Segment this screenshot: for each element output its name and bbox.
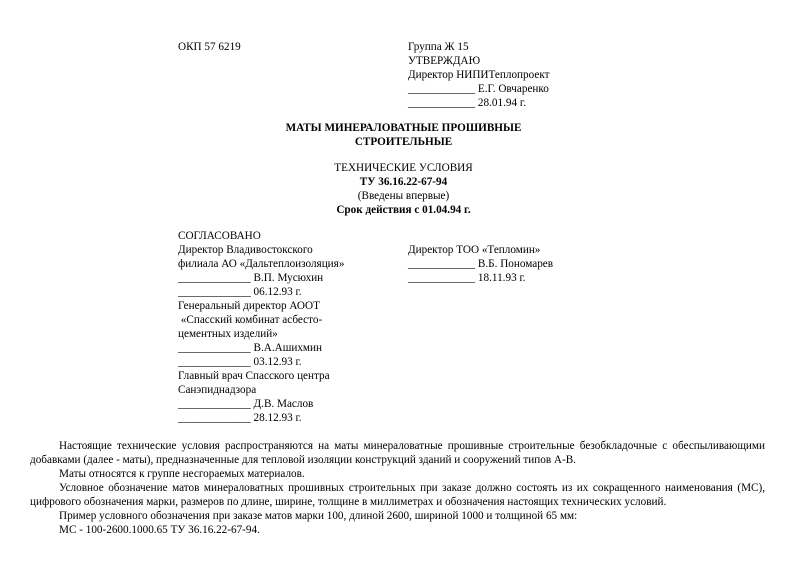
paragraph-fire-class: Маты относятся к группе несгораемых материалов. (59, 468, 305, 480)
agreed-line: _____________ 06.12.93 г. (178, 286, 302, 298)
agreed-right-column (408, 243, 553, 285)
agreed-line: «Спасский комбинат асбесто- (178, 314, 323, 326)
paragraph-example: Пример условного обозначения при заказе матов марки 100, длиной 2600, шириной 1000 и толщиной 65 мм: (59, 510, 578, 522)
agreed-line: Генеральный директор АООТ (178, 300, 320, 312)
okp-code: ОКП 57 6219 (178, 41, 241, 53)
agreed-line: _____________ 28.12.93 г. (178, 412, 302, 424)
agreed-line: Директор ТОО «Тепломин» (408, 244, 541, 256)
agreed-line: _____________ Д.В. Маслов (178, 398, 314, 410)
document-title-line1: МАТЫ МИНЕРАЛОВАТНЫЕ ПРОШИВНЫЕ (285, 122, 522, 134)
spec-type: ТЕХНИЧЕСКИЕ УСЛОВИЯ (334, 162, 473, 174)
agreed-line: _____________ В.П. Мусюхин (178, 272, 324, 284)
agreed-line: Директор Владивостокского (178, 244, 313, 256)
agreed-line: ____________ В.Б. Пономарев (408, 258, 554, 270)
agreed-heading: СОГЛАСОВАНО (178, 230, 261, 242)
approve-label: УТВЕРЖДАЮ (408, 55, 481, 67)
paragraph-example-code: МС - 100-2600.1000.65 ТУ 36.16.22-67-94. (59, 524, 260, 536)
agreed-line: цементных изделий» (178, 328, 278, 340)
agreed-line: ____________ 18.11.93 г. (408, 272, 526, 284)
director-title: Директор НИПИТеплопроект (408, 69, 550, 81)
agreed-line: филиала АО «Дальтеплоизоляция» (178, 258, 345, 270)
approval-block (408, 40, 550, 110)
document-title-line2: СТРОИТЕЛЬНЫЕ (354, 136, 453, 148)
agreed-line: Главный врач Спасского центра (178, 370, 330, 382)
group-code: Группа Ж 15 (408, 41, 469, 53)
spec-code: ТУ 36.16.22-67-94 (359, 176, 448, 188)
agreed-line: _____________ В.А.Ашихмин (178, 342, 322, 354)
spec-note: (Введены впервые) (357, 190, 450, 202)
agreed-line: _____________ 03.12.93 г. (178, 356, 302, 368)
agreed-left-column (178, 243, 344, 425)
paragraph-scope: Настоящие технические условия распространяются на маты минераловатные прошивные строительные безобкладочные с обеспыливающими добавками (далее - маты), предназначенные для тепловой изоляции конструкций зданий и сооружений типов А-В. (30, 440, 765, 466)
agreed-line: Санэпиднадзора (178, 384, 257, 396)
approval-date: ____________ 28.01.94 г. (408, 97, 526, 109)
paragraph-designation: Условное обозначение матов минераловатных прошивных строительных при заказе должно состоять из их сокращенного наименования (МС), цифрового обозначения марки, размеров по длине, ширине, толщине в миллиметрах и обозначения настоящих технических условий. (30, 482, 765, 508)
approver-signature: ____________ Е.Г. Овчаренко (408, 83, 549, 95)
spec-validity: Срок действия с 01.04.94 г. (336, 204, 471, 216)
